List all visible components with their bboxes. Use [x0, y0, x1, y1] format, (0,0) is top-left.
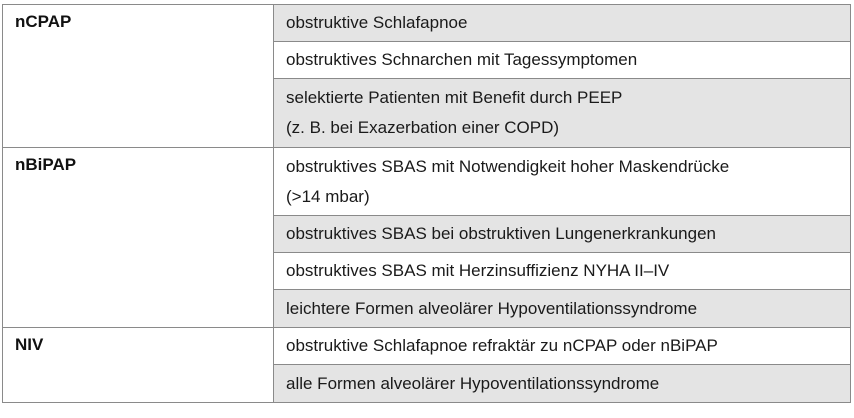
- table-row: [274, 290, 850, 327]
- group-cells: [274, 148, 851, 327]
- group-label: nCPAP: [2, 5, 274, 147]
- table-row: [274, 148, 850, 216]
- row-text: obstruktives Schnarchen mit Tagessymptomen: [286, 50, 638, 69]
- row-text: leichtere Formen alveolärer Hypoventilationssyndrome: [286, 298, 698, 318]
- row-text: obstruktive Schlafapnoe: [286, 13, 468, 32]
- group-cells: [274, 328, 851, 402]
- group-nbipap: [2, 148, 851, 328]
- group-niv: [2, 328, 851, 402]
- table-row: [274, 216, 850, 253]
- row-text: obstruktives SBAS mit Herzinsuffizienz NYHA II–IV: [286, 261, 670, 280]
- group-label: NIV: [2, 328, 274, 402]
- table-row: [274, 328, 850, 365]
- row-text: (>14 mbar): [286, 186, 370, 206]
- table-row: [274, 365, 850, 402]
- row-text: alle Formen alveolärer Hypoventilationssyndrome: [286, 373, 660, 393]
- group-label: nBiPAP: [2, 148, 274, 327]
- row-text: (z. B. bei Exazerbation einer COPD): [286, 118, 560, 137]
- indication-table: [2, 4, 851, 403]
- table-row: [274, 42, 850, 79]
- row-text: selektierte Patienten mit Benefit durch PEEP: [286, 88, 623, 107]
- row-text: obstruktives SBAS bei obstruktiven Lungenerkrankungen: [286, 224, 716, 243]
- group-cells: [274, 5, 851, 147]
- table-row: [274, 253, 850, 290]
- table-row: [274, 5, 850, 42]
- table-row: [274, 79, 850, 147]
- row-text: obstruktives SBAS mit Notwendigkeit hoher Maskendrücke: [286, 156, 730, 176]
- row-text: obstruktive Schlafapnoe refraktär zu nCPAP oder nBiPAP: [286, 336, 718, 355]
- group-ncpap: [2, 5, 851, 148]
